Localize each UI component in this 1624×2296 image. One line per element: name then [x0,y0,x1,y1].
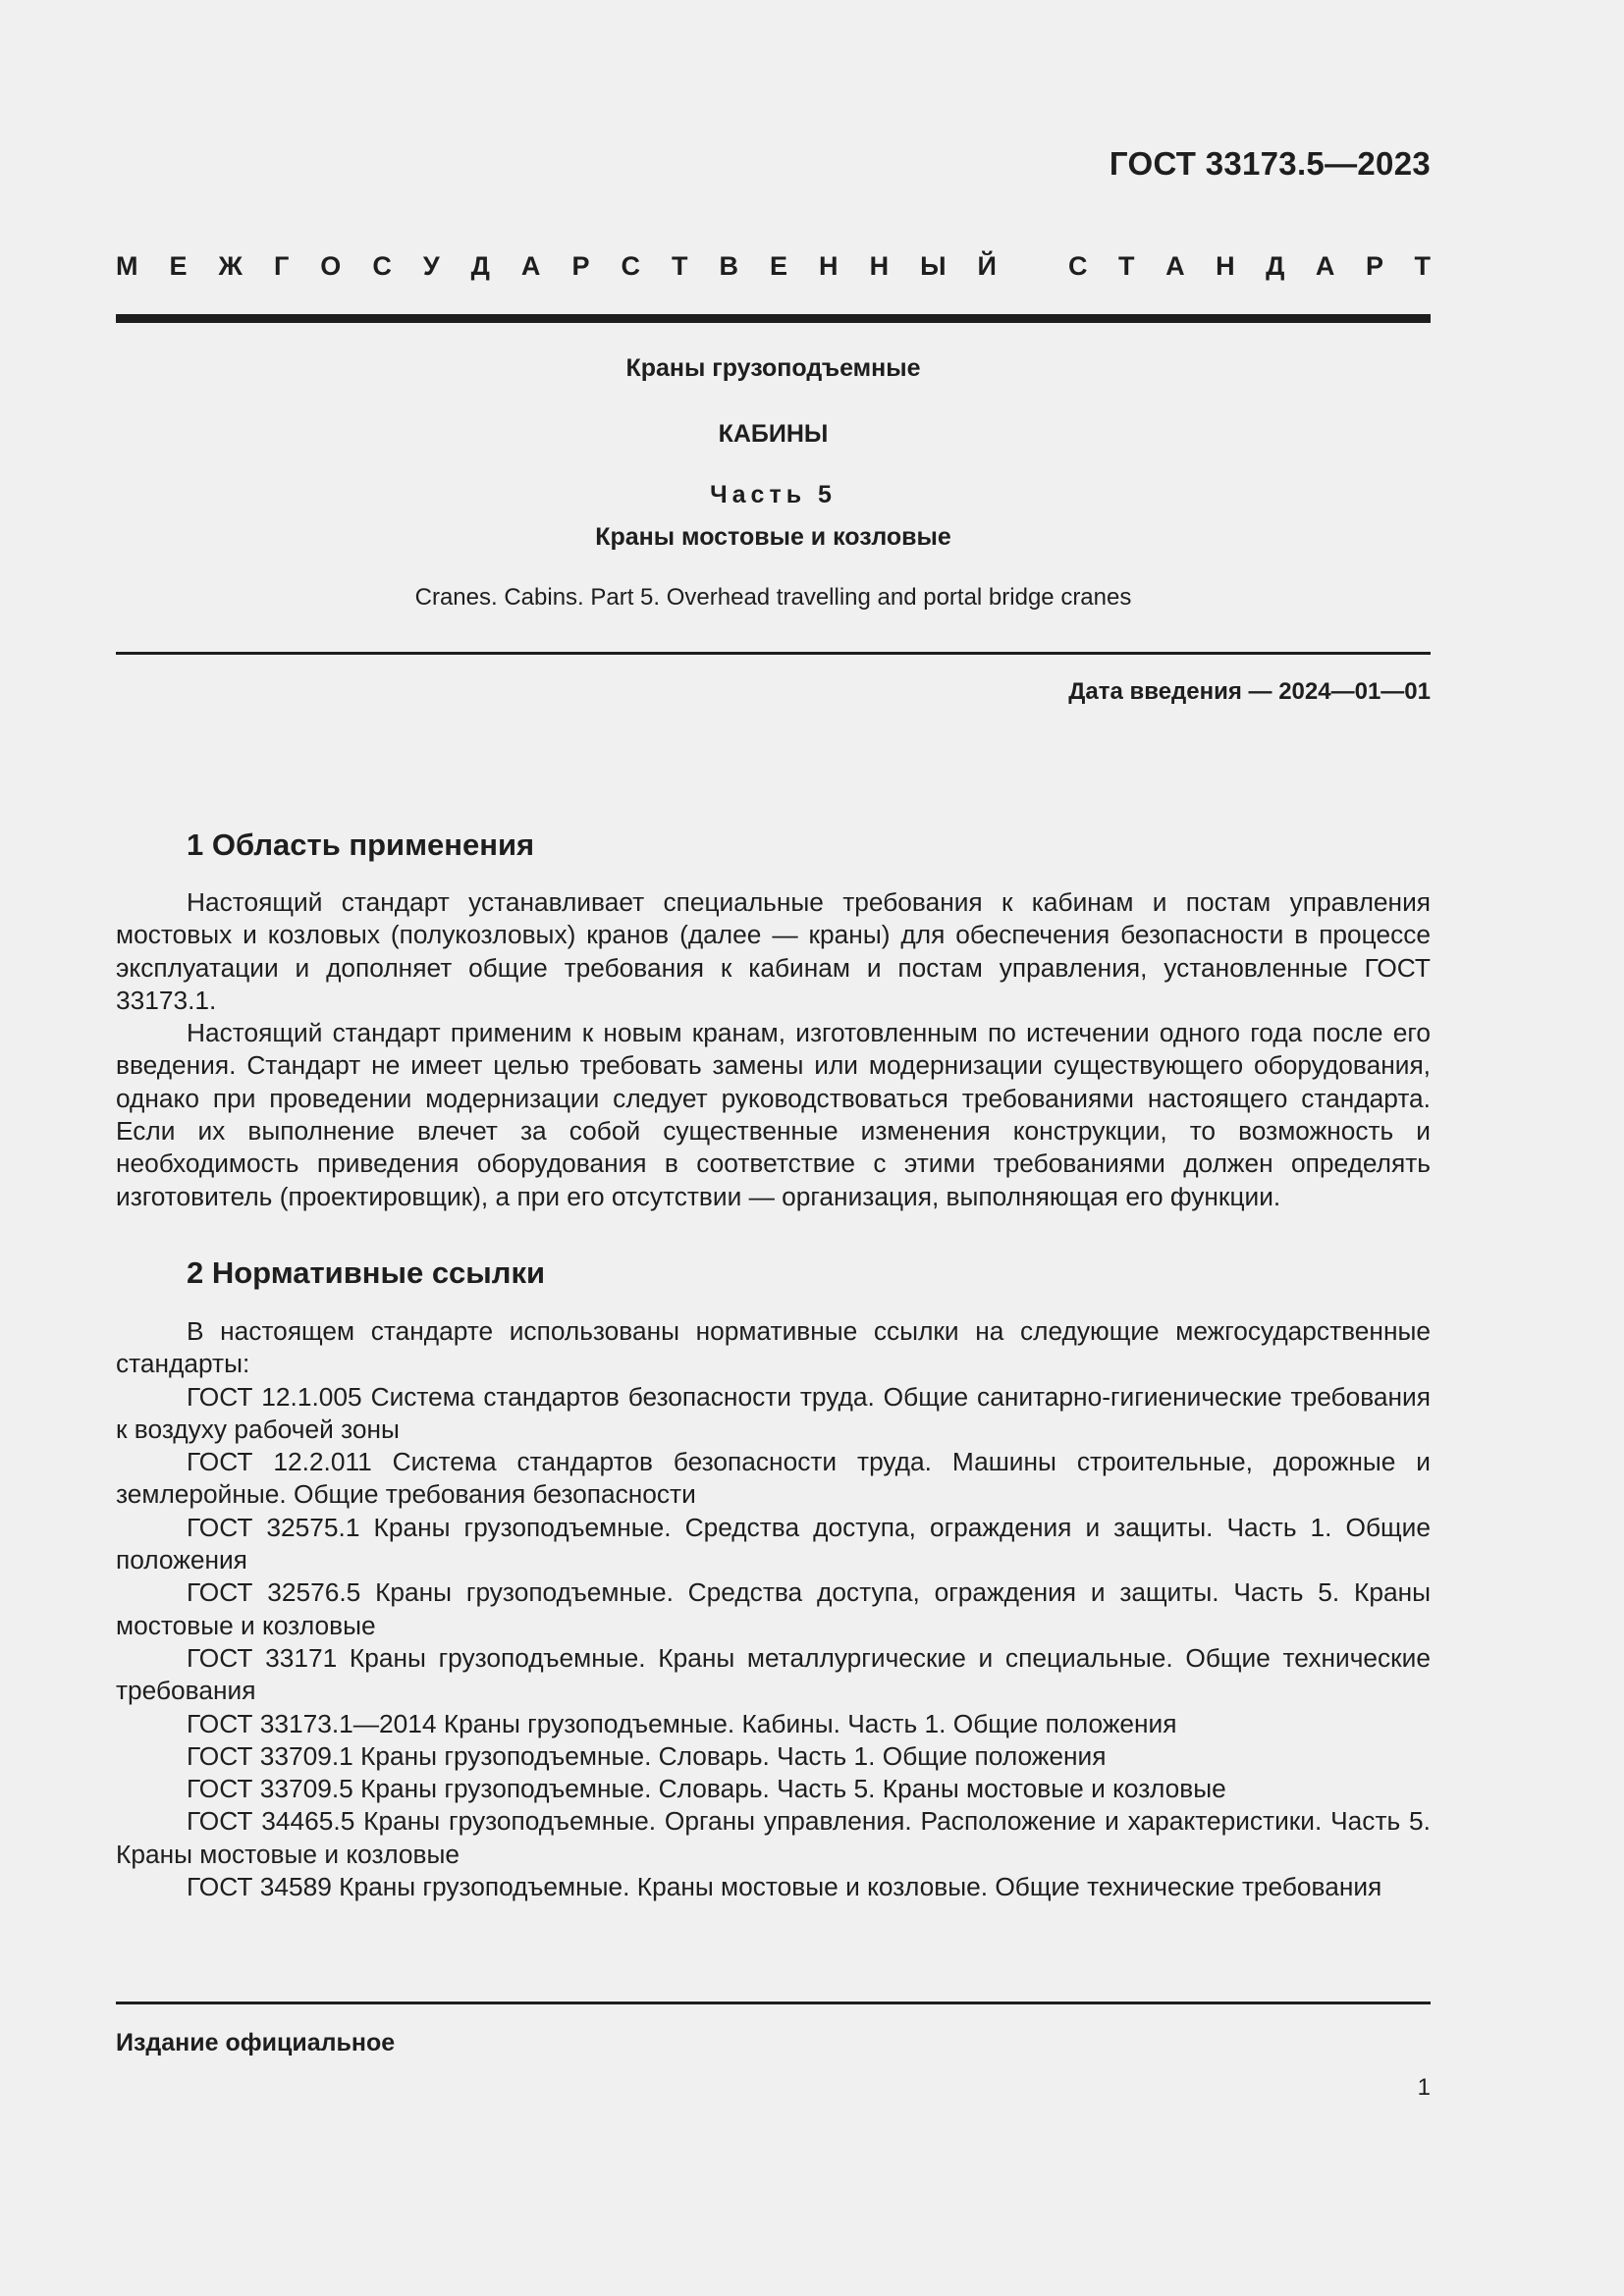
paragraph: В настоящем стандарте использованы нормативные ссылки на следующие межгосударственные стандарты: [116,1316,1431,1379]
document-id: ГОСТ 33173.5—2023 [1109,145,1431,182]
letter: Ж [218,251,243,281]
letter: Н [1216,251,1235,281]
letter: Д [1266,251,1285,281]
title-part-name: Краны мостовые и козловые [595,523,951,551]
title-group: Краны грузоподъемные [625,354,921,382]
letter: С [621,251,640,281]
letter: Н [869,251,890,281]
letter: С [372,251,392,281]
letter: Т [1414,251,1431,281]
reference-item: ГОСТ 33171 Краны грузоподъемные. Краны металлургические и специальные. Общие технические требования [116,1642,1431,1706]
reference-item: ГОСТ 33709.5 Краны грузоподъемные. Словарь. Часть 5. Краны мостовые и козловые [187,1774,1226,1804]
letter: Р [1365,251,1383,281]
title-main: КАБИНЫ [718,420,829,448]
letter: Й [977,251,997,281]
standard-kind-word-interstate [116,251,997,282]
introduction-date: Дата введения — 2024—01—01 [1068,678,1431,705]
reference-item: ГОСТ 32575.1 Краны грузоподъемные. Средства доступа, ограждения и защиты. Часть 1. Общие положения [116,1512,1431,1575]
letter: В [719,251,738,281]
paragraph: Настоящий стандарт применим к новым кранам, изготовленным по истечении одного года после его введения. Стандарт не имеет целью требовать замены или модернизации существующего оборудования, однако при проведении модернизации следует руководствоваться требованиями настоящего стандарта. Если их выполнение влечет за собой существенные изменения конструкции, то возможность и необходимость приведения оборудования в соответствие с этими требованиями должен определять изготовитель (проектировщик), а при его отсутствии — организация, выполняющая его функции. [116,1018,1431,1211]
header-divider [116,314,1431,323]
standard-kind-word-standard [1068,251,1431,282]
document-page [116,0,1431,2296]
reference-item: ГОСТ 33173.1—2014 Краны грузоподъемные. Кабины. Часть 1. Общие положения [187,1708,1177,1738]
reference-item: ГОСТ 34589 Краны грузоподъемные. Краны мостовые и козловые. Общие технические требования [187,1872,1382,1902]
footer-divider [116,2002,1431,2004]
title-english: Cranes. Cabins. Part 5. Overhead travelling and portal bridge cranes [414,584,1132,611]
letter: Ы [920,251,947,281]
letter: Н [819,251,839,281]
reference-item: ГОСТ 32576.5 Краны грузоподъемные. Средства доступа, ограждения и защиты. Часть 5. Краны мостовые и козловые [116,1577,1431,1640]
letter: С [1068,251,1088,281]
edition-label: Издание официальное [116,2029,396,2056]
section-heading-scope: 1 Область применения [187,828,535,862]
letter: Д [470,251,490,281]
letter: Е [770,251,788,281]
section-body-scope [116,886,1431,1213]
reference-item: ГОСТ 12.2.011 Система стандартов безопасности труда. Машины строительные, дорожные и землеройные. Общие требования безопасности [116,1447,1431,1510]
letter: А [1315,251,1335,281]
standard-kind-heading [116,251,1431,282]
letter: Е [169,251,188,281]
paragraph: Настоящий стандарт устанавливает специальные требования к кабинам и постам управления мостовых и козловых (полукозловых) кранов (далее — краны) для обеспечения безопасности в процессе эксплуатации и дополняет общие требования к кабинам и постам управления, установленные ГОСТ 33173.1. [116,887,1431,1015]
title-divider [116,652,1431,655]
reference-item: ГОСТ 33709.1 Краны грузоподъемные. Словарь. Часть 1. Общие положения [187,1740,1107,1771]
page-number: 1 [1417,2074,1431,2101]
letter: Г [273,251,290,281]
section-body-normative-references [116,1315,1431,1903]
title-part: Часть 5 [710,481,837,508]
section-heading-normative-references: 2 Нормативные ссылки [187,1255,546,1290]
letter: У [422,251,440,281]
letter: Т [671,251,688,281]
letter: М [116,251,138,281]
letter: А [520,251,541,281]
letter: О [320,251,342,281]
reference-item: ГОСТ 12.1.005 Система стандартов безопасности труда. Общие санитарно-гигиенические требования к воздуху рабочей зоны [116,1381,1431,1444]
reference-item: ГОСТ 34465.5 Краны грузоподъемные. Органы управления. Расположение и характеристики. Часть 5. Краны мостовые и козловые [116,1806,1431,1869]
letter: А [1165,251,1185,281]
letter: Р [571,251,590,281]
letter: Т [1118,251,1135,281]
